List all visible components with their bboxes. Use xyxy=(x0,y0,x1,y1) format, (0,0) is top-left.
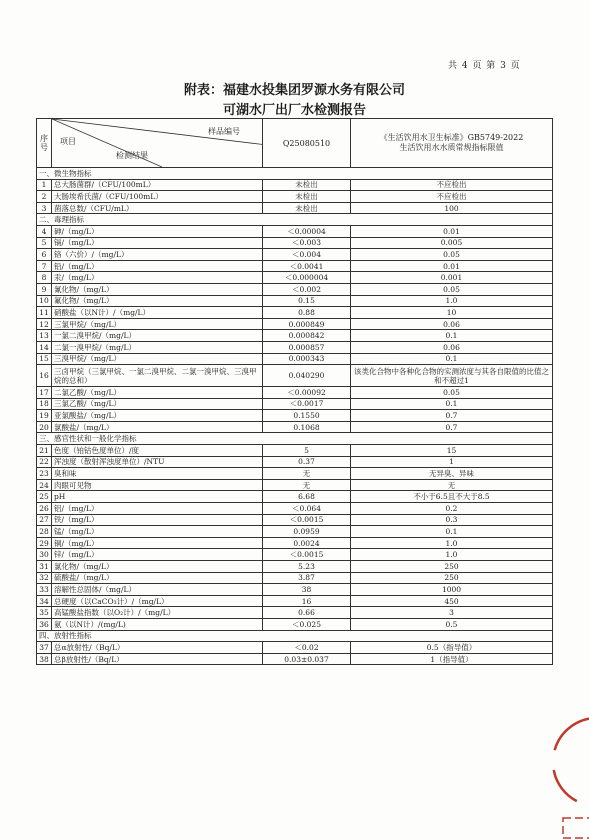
limit-value: 100 xyxy=(351,202,553,214)
item-name: 浑浊度（散射浑浊度单位）/NTU xyxy=(52,456,263,468)
row-number: 25 xyxy=(37,491,52,503)
limit-value: 250 xyxy=(351,561,553,573)
test-results-table xyxy=(36,118,553,665)
limit-value: 0.7 xyxy=(351,421,553,433)
row-number: 9 xyxy=(37,283,52,295)
result-value: 0.37 xyxy=(263,456,351,468)
limit-value: 1.0 xyxy=(351,537,553,549)
table-row xyxy=(37,561,553,573)
result-value: 无 xyxy=(263,468,351,480)
table-row xyxy=(37,249,553,261)
result-value: 未检出 xyxy=(263,202,351,214)
result-value: ＜0.002 xyxy=(263,283,351,295)
row-number: 29 xyxy=(37,537,52,549)
table-row xyxy=(37,607,553,619)
limit-value: 1.0 xyxy=(351,295,553,307)
page-number: 共 4 页 第 3 页 xyxy=(448,61,521,71)
limit-value: 0.001 xyxy=(351,272,553,284)
row-number: 19 xyxy=(37,410,52,422)
item-name: 二氯一溴甲烷/（mg/L） xyxy=(52,341,263,353)
item-name: 二氯乙酸/（mg/L） xyxy=(52,387,263,399)
seq-header: 序号 xyxy=(37,119,52,168)
limit-value: 0.01 xyxy=(351,260,553,272)
item-name: 色度（铂钴色度单位）/度 xyxy=(52,445,263,457)
result-value: 5.23 xyxy=(263,561,351,573)
table-row xyxy=(37,295,553,307)
table-row xyxy=(37,549,553,561)
row-number: 6 xyxy=(37,249,52,261)
item-name: 总大肠菌群/（CFU/100mL） xyxy=(52,179,263,191)
table-row xyxy=(37,445,553,457)
row-number: 5 xyxy=(37,237,52,249)
item-name: 三氯乙酸/（mg/L） xyxy=(52,398,263,410)
item-name: 总β放射性/（Bq/L） xyxy=(52,653,263,665)
limit-value: 15 xyxy=(351,445,553,457)
sample-no-label: 样品编号 xyxy=(208,127,240,136)
table-row xyxy=(37,225,553,237)
result-value: 0.000343 xyxy=(263,353,351,365)
item-name: 砷/（mg/L） xyxy=(52,225,263,237)
table-row xyxy=(37,237,553,249)
limit-value: 3 xyxy=(351,607,553,619)
limit-value: 250 xyxy=(351,572,553,584)
result-value: ＜0.0041 xyxy=(263,260,351,272)
row-number: 32 xyxy=(37,572,52,584)
table-row xyxy=(37,410,553,422)
section-row xyxy=(37,433,553,445)
item-name: 氯酸盐/（mg/L） xyxy=(52,421,263,433)
item-name: 锌/（mg/L） xyxy=(52,549,263,561)
row-number: 20 xyxy=(37,421,52,433)
item-name: 铝/（mg/L） xyxy=(52,503,263,515)
limit-value: 0.5（指导值） xyxy=(351,642,553,654)
diagonal-header-cell xyxy=(52,119,263,168)
item-name: 镉/（mg/L） xyxy=(52,237,263,249)
row-number: 24 xyxy=(37,479,52,491)
result-value: ＜0.000004 xyxy=(263,272,351,284)
section-title: 四、放射性指标 xyxy=(37,630,553,642)
table-row xyxy=(37,202,553,214)
table-row xyxy=(37,526,553,538)
item-name: 氨（以N计）/(mg/L) xyxy=(52,618,263,630)
limit-value: 无 xyxy=(351,479,553,491)
row-number: 23 xyxy=(37,468,52,480)
table-row xyxy=(37,341,553,353)
limit-value: 1000 xyxy=(351,584,553,596)
row-number: 26 xyxy=(37,503,52,515)
row-number: 34 xyxy=(37,595,52,607)
result-value: ＜0.00004 xyxy=(263,225,351,237)
result-label: 检测结果 xyxy=(116,151,148,160)
standard-sub: 生活饮用水水质常规指标限值 xyxy=(399,143,504,152)
limit-value: 0.2 xyxy=(351,503,553,515)
limit-value: 该类化合物中各种化合物的实测浓度与其各自限值的比值之和不超过1 xyxy=(351,365,553,387)
result-value: 5 xyxy=(263,445,351,457)
table-row xyxy=(37,503,553,515)
row-number: 16 xyxy=(37,365,52,387)
limit-value: 1.0 xyxy=(351,549,553,561)
item-name: 氟化物/（mg/L） xyxy=(52,295,263,307)
table-row xyxy=(37,514,553,526)
table-row xyxy=(37,283,553,295)
result-value: 0.88 xyxy=(263,307,351,319)
table-row xyxy=(37,272,553,284)
table-row xyxy=(37,179,553,191)
item-name: 高锰酸盐指数（以O₂计）/（mg/L） xyxy=(52,607,263,619)
item-name: 硫酸盐/（mg/L） xyxy=(52,572,263,584)
result-value: 0.000857 xyxy=(263,341,351,353)
section-title: 三、感官性状和一般化学指标 xyxy=(37,433,553,445)
result-value: 0.15 xyxy=(263,295,351,307)
row-number: 17 xyxy=(37,387,52,399)
result-value: 38 xyxy=(263,584,351,596)
result-value: 0.66 xyxy=(263,607,351,619)
table-row xyxy=(37,456,553,468)
item-name: 铅/（mg/L） xyxy=(52,260,263,272)
limit-value: 0.5 xyxy=(351,618,553,630)
table-row xyxy=(37,398,553,410)
item-name: 总硬度（以CaCO₃计）/（mg/L） xyxy=(52,595,263,607)
result-value: 0.1068 xyxy=(263,421,351,433)
sample-id: Q25080510 xyxy=(263,119,351,168)
result-value: 0.000849 xyxy=(263,318,351,330)
table-row xyxy=(37,595,553,607)
result-value: 0.03±0.037 xyxy=(263,653,351,665)
limit-value: 不应检出 xyxy=(351,179,553,191)
item-name: 氯化物/（mg/L） xyxy=(52,561,263,573)
result-value: 6.68 xyxy=(263,491,351,503)
table-row xyxy=(37,307,553,319)
row-number: 1 xyxy=(37,179,52,191)
row-number: 37 xyxy=(37,642,52,654)
section-title: 一、微生物指标 xyxy=(37,168,553,180)
row-number: 2 xyxy=(37,191,52,203)
table-row xyxy=(37,491,553,503)
limit-value: 1 xyxy=(351,456,553,468)
limit-value: 0.01 xyxy=(351,225,553,237)
limit-value: 0.1 xyxy=(351,330,553,342)
table-row xyxy=(37,468,553,480)
result-value: ＜0.025 xyxy=(263,618,351,630)
table-row xyxy=(37,572,553,584)
limit-value: 0.7 xyxy=(351,410,553,422)
report-title: 附表：福建水投集团罗源水务有限公司 xyxy=(183,83,405,98)
table-row xyxy=(37,537,553,549)
item-name: 铜/（mg/L） xyxy=(52,537,263,549)
table-row xyxy=(37,653,553,665)
row-number: 35 xyxy=(37,607,52,619)
row-number: 11 xyxy=(37,307,52,319)
result-value: ＜0.064 xyxy=(263,503,351,515)
result-value: 未检出 xyxy=(263,191,351,203)
item-name: 三溴甲烷/（mg/L） xyxy=(52,353,263,365)
row-number: 28 xyxy=(37,526,52,538)
standard-header xyxy=(351,119,553,168)
row-number: 38 xyxy=(37,653,52,665)
table-row xyxy=(37,618,553,630)
row-number: 31 xyxy=(37,561,52,573)
table-row xyxy=(37,642,553,654)
red-seal-stamp xyxy=(551,700,589,840)
table-row xyxy=(37,387,553,399)
table-header-row xyxy=(37,119,553,168)
table-row xyxy=(37,584,553,596)
item-name: 铬（六价）/（mg/L） xyxy=(52,249,263,261)
row-number: 21 xyxy=(37,445,52,457)
row-number: 30 xyxy=(37,549,52,561)
standard-name: 《生活饮用水卫生标准》GB5749-2022 xyxy=(379,133,524,142)
result-value: 3.87 xyxy=(263,572,351,584)
result-value: ＜0.003 xyxy=(263,237,351,249)
row-number: 10 xyxy=(37,295,52,307)
section-row xyxy=(37,630,553,642)
item-name: 总α放射性/（Bq/L） xyxy=(52,642,263,654)
table-row xyxy=(37,260,553,272)
table-row xyxy=(37,318,553,330)
item-name: 氰化物/（mg/L） xyxy=(52,283,263,295)
item-name: 三氯甲烷/（mg/L） xyxy=(52,318,263,330)
table-row xyxy=(37,365,553,387)
row-number: 13 xyxy=(37,330,52,342)
item-label: 项目 xyxy=(60,137,76,146)
row-number: 12 xyxy=(37,318,52,330)
row-number: 18 xyxy=(37,398,52,410)
limit-value: 不应检出 xyxy=(351,191,553,203)
item-name: 亚氯酸盐/（mg/L） xyxy=(52,410,263,422)
row-number: 33 xyxy=(37,584,52,596)
result-value: ＜0.02 xyxy=(263,642,351,654)
item-name: 硝酸盐（以N计）/（mg/L） xyxy=(52,307,263,319)
row-number: 3 xyxy=(37,202,52,214)
item-name: 汞/（mg/L） xyxy=(52,272,263,284)
limit-value: 0.05 xyxy=(351,283,553,295)
limit-value: 0.06 xyxy=(351,318,553,330)
item-name: 铁/（mg/L） xyxy=(52,514,263,526)
table-row xyxy=(37,421,553,433)
table-row xyxy=(37,479,553,491)
result-value: 0.0024 xyxy=(263,537,351,549)
table-row xyxy=(37,353,553,365)
row-number: 22 xyxy=(37,456,52,468)
item-name: 臭和味 xyxy=(52,468,263,480)
limit-value: 0.1 xyxy=(351,398,553,410)
limit-value: 450 xyxy=(351,595,553,607)
limit-value: 10 xyxy=(351,307,553,319)
result-value: ＜0.00092 xyxy=(263,387,351,399)
limit-value: 0.05 xyxy=(351,249,553,261)
item-name: 大肠埃希氏菌/（CFU/100mL） xyxy=(52,191,263,203)
limit-value: 1（指导值） xyxy=(351,653,553,665)
item-name: 一氯二溴甲烷/（mg/L） xyxy=(52,330,263,342)
item-name: 溶解性总固体/（mg/L） xyxy=(52,584,263,596)
item-name: 锰/（mg/L） xyxy=(52,526,263,538)
report-subtitle: 可湖水厂出厂水检测报告 xyxy=(222,103,366,118)
row-number: 8 xyxy=(37,272,52,284)
row-number: 7 xyxy=(37,260,52,272)
table-row xyxy=(37,330,553,342)
result-value: 未检出 xyxy=(263,179,351,191)
result-value: 0.0959 xyxy=(263,526,351,538)
row-number: 27 xyxy=(37,514,52,526)
result-value: 0.040290 xyxy=(263,365,351,387)
result-value: ＜0.0017 xyxy=(263,398,351,410)
item-name: 菌落总数/（CFU/mL） xyxy=(52,202,263,214)
item-name: 三卤甲烷（三氯甲烷、一氯二溴甲烷、二氯一溴甲烷、三溴甲烷的总和） xyxy=(52,365,263,387)
row-number: 15 xyxy=(37,353,52,365)
result-value: ＜0.004 xyxy=(263,249,351,261)
limit-value: 无异臭、异味 xyxy=(351,468,553,480)
result-value: 16 xyxy=(263,595,351,607)
result-value: ＜0.0015 xyxy=(263,514,351,526)
limit-value: 0.3 xyxy=(351,514,553,526)
item-name: 肉眼可见物 xyxy=(52,479,263,491)
limit-value: 0.06 xyxy=(351,341,553,353)
row-number: 36 xyxy=(37,618,52,630)
section-row xyxy=(37,168,553,180)
result-value: 0.1550 xyxy=(263,410,351,422)
section-row xyxy=(37,214,553,226)
result-value: ＜0.0015 xyxy=(263,549,351,561)
item-name: pH xyxy=(52,491,263,503)
limit-value: 0.005 xyxy=(351,237,553,249)
limit-value: 0.1 xyxy=(351,353,553,365)
row-number: 4 xyxy=(37,225,52,237)
table-row xyxy=(37,191,553,203)
limit-value: 0.1 xyxy=(351,526,553,538)
limit-value: 不小于6.5且不大于8.5 xyxy=(351,491,553,503)
limit-value: 0.05 xyxy=(351,387,553,399)
row-number: 14 xyxy=(37,341,52,353)
section-title: 二、毒理指标 xyxy=(37,214,553,226)
result-value: 0.000842 xyxy=(263,330,351,342)
result-value: 无 xyxy=(263,479,351,491)
